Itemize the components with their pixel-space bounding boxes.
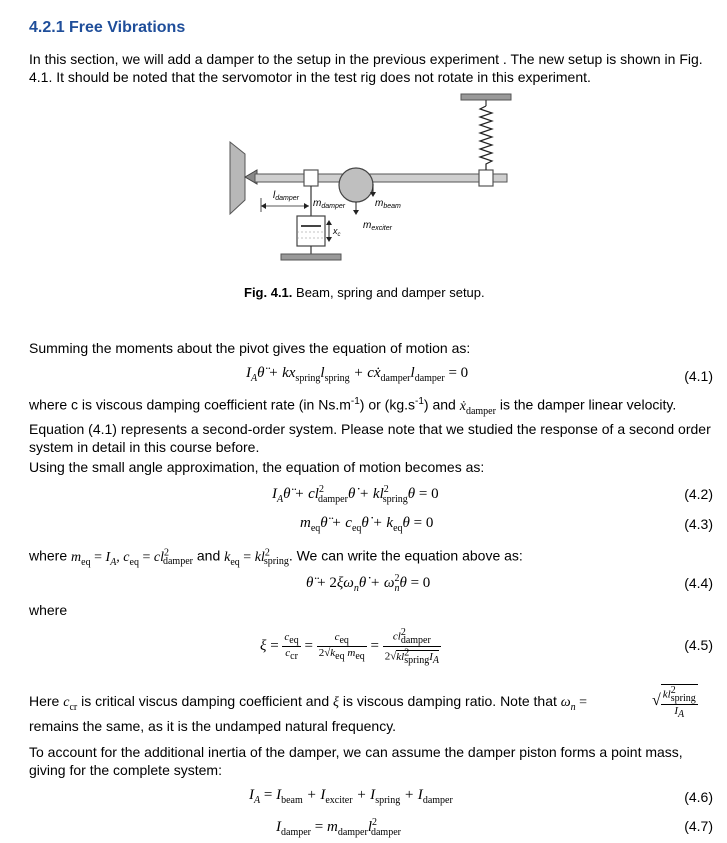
damper-icon [297,186,325,254]
eq-number-4-6: (4.6) [684,789,713,805]
ceiling [461,94,511,100]
l-damper-label: $l_{damper}$ [273,190,299,202]
p-account: To account for the additional inertia of the damper, we can assume the damper piston forms a point mass, giving for the complete system: [29,744,683,778]
intro-paragraph: In this section, we will add a damper to the setup in the previous experiment . The new setup is shown in Fig. 4.1. It should be noted that the servomotor in the test rig does not rotate in this experiment. [29,51,703,85]
p-small-angle: Using the small angle approximation, the equation of motion becomes as: [29,459,485,475]
section-heading: 4.2.1 Free Vibrations [29,19,186,36]
eq-number-4-7: (4.7) [684,818,713,834]
equation-4-7: $I_{damper} = m_{damper}l^2_{damper}$ [276,817,401,838]
equation-4-2: $I_A\thetä$ + $cl^2_{damper}\thetȧ + kl^2_{spring}\theta = 0$ [272,484,439,505]
p-where-c: where c is viscous damping coefficient rate (in $Ns.m^{-1}$) or $(kg.s^{-1})$ and ẋ$_{damper}$ is the damper linear velocity. Equation (4.1) represents a second-order system. Please note that we studied the response of a second order system in detail in this course before. [29,396,711,456]
p-here: Here $c_{cr}$ is critical viscus damping coefficient and ξ is viscous damping ratio. Note that $\omega_n$ = [29,693,588,713]
beam-spring-damper-figure [225,92,515,272]
equation-4-1: $I_A\thetä + kx_{spring}l_{spring}$ + $cẋ_{damper}l_{damper} = 0$ [246,365,469,384]
damper-mass-block [304,170,318,186]
p-summing: Summing the moments about the pivot gives the equation of motion as: [29,340,471,356]
exciter-mass-circle [339,168,373,202]
eq-number-4-1: (4.1) [684,368,713,384]
m-exciter-label: $m_{exciter}$ [363,220,392,232]
figure-caption: Fig. 4.1. Beam, spring and damper setup. [244,285,485,300]
eq-number-4-4: (4.4) [684,575,713,591]
spring-attachment-block [479,170,493,186]
omega-n-formula: √ $\frac{kl^2_{spring}}{I_A}$ [652,685,696,721]
p-where-meq: where $m_{eq} = I_A$, $c_{eq} = cl^2_{damper}$ and $k_{eq} = kl^2_{spring}$. We can write the equation above as: [29,547,523,568]
m-beam-label: $m_{beam}$ [375,198,401,210]
x-label: $x_c$ [333,226,341,238]
spring-icon [480,106,492,170]
equation-4-5: ξ = $\frac{c_{eq}}{c_{cr}}$ = $\frac{c_{eq}}{2√k_{eq} m_{eq}}$ = $\frac{cl^2_{damper}}{2√kl^2_{spring}I_A}$ [260,627,440,666]
equation-4-6: $I_A = I_{beam} + I_{exciter} + I_{spring} + I_{damper}$ [249,787,453,806]
p-where: where [29,602,68,618]
eq-number-4-5: (4.5) [684,637,713,653]
beam [255,174,507,182]
eq-number-4-3: (4.3) [684,516,713,532]
equation-4-4: θ̈ + $2\xi\omega_n\thetȧ + \omega_n^2\theta = 0$ [306,573,431,594]
pivot-wall-icon [230,142,257,214]
equation-4-3: $m_{eq}\thetä$ + $c_{eq}\thetȧ + k_{eq}\theta = 0$ [300,515,434,534]
m-damper-label: $m_{damper}$ [313,198,346,210]
eq-number-4-2: (4.2) [684,486,713,502]
ground-icon [281,254,341,260]
p-remains: remains the same, as it is the undamped natural frequency. [29,718,397,734]
